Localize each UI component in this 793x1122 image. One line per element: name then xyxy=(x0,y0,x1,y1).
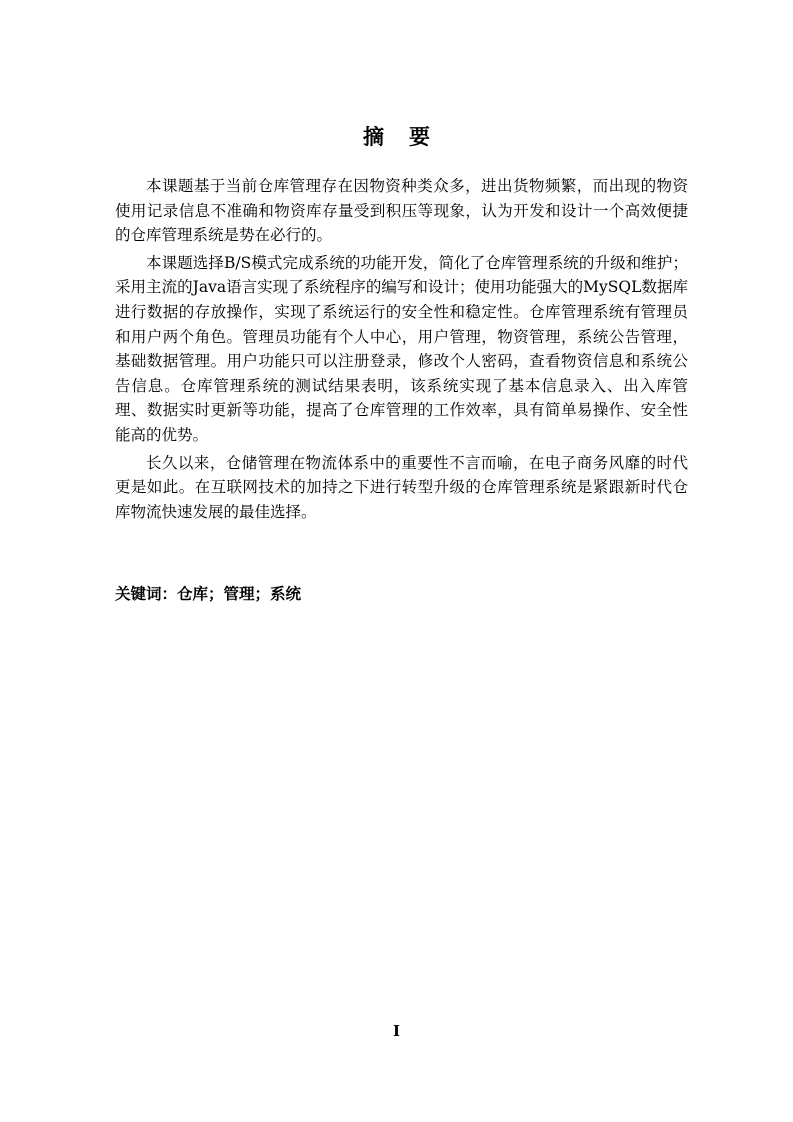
abstract-paragraph-3: 长久以来，仓储管理在物流体系中的重要性不言而喻，在电子商务风靡的时代更是如此。在互联网技术的加持之下进行转型升级的仓库管理系统是紧跟新时代仓库物流快速发展的最佳选择。 xyxy=(115,453,688,521)
abstract-body xyxy=(115,174,688,527)
abstract-paragraph-2: 本课题选择B/S模式完成系统的功能开发，简化了仓库管理系统的升级和维护；采用主流的Java语言实现了系统程序的编写和设计；使用功能强大的MySQL数据库进行数据的存放操作，实现了系统运行的安全性和稳定性。仓库管理系统有管理员和用户两个角色。管理员功能有个人中心，用户管理，物资管理，系统公告管理，基础数据管理。用户功能只可以注册登录，修改个人密码，查看物资信息和系统公告信息。仓库管理系统的测试结果表明，该系统实现了基本信息录入、出入库管理、数据实时更新等功能，提高了仓库管理的工作效率，具有简单易操作、安全性能高的优势。 xyxy=(115,253,688,444)
page-number: I xyxy=(392,1022,401,1040)
abstract-paragraph-1: 本课题基于当前仓库管理存在因物资种类众多，进出货物频繁，而出现的物资使用记录信息不准确和物资库存量受到积压等现象，认为开发和设计一个高效便捷的仓库管理系统是势在必行的。 xyxy=(115,177,688,245)
keywords-line: 关键词：仓库；管理；系统 xyxy=(115,585,302,603)
abstract-title: 摘要 xyxy=(363,124,455,149)
